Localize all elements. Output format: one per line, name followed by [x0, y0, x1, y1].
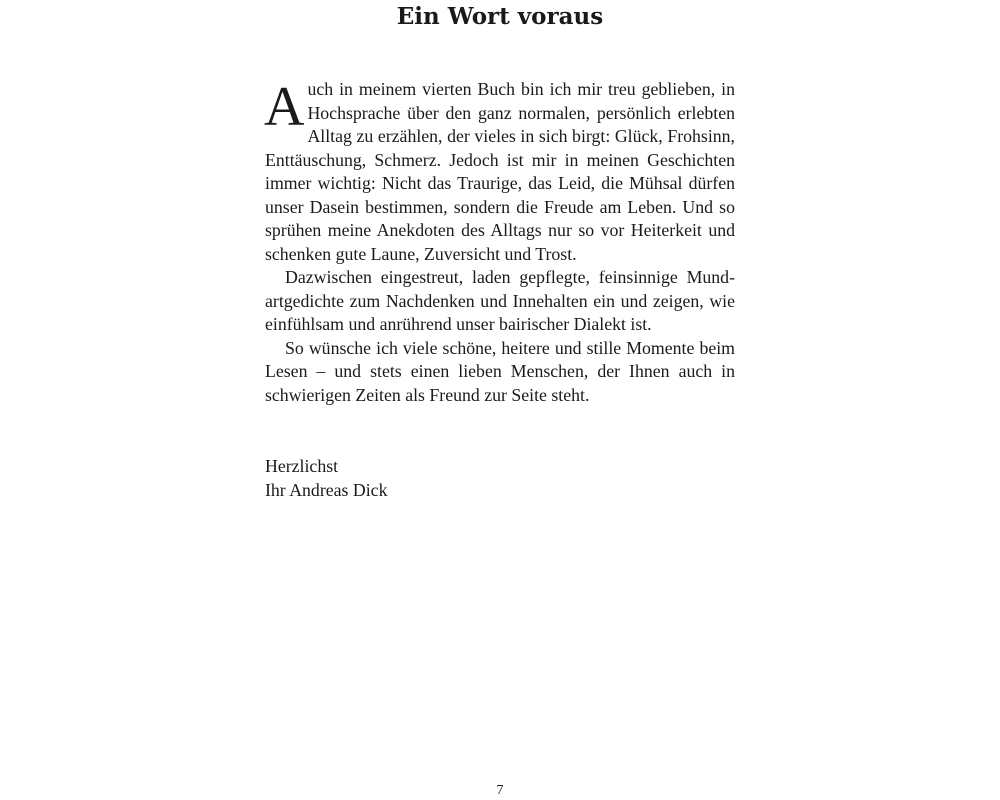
paragraph-1 — [265, 78, 735, 266]
page-title: Ein Wort voraus — [396, 3, 604, 30]
body-text — [265, 78, 735, 407]
paragraph-1-text: uch in meinem vierten Buch bin ich mir treu geblieben, in Hochsprache über den ganz normalen, persönlich erlebten Alltag zu erzählen, der vieles in sich birgt: Glück, Frohsinn, Enttäuschung, Schmerz. Jedoch ist mir in meinen Geschichten immer wichtig: Nicht das Traurige, das Leid, die Mühsal dürfen unser Dasein bestimmen, sondern die Freude am Leben. Und so sprühen meine Anekdoten des Alltags nur so vor Heiterkeit und schenken gute Laune, Zuversicht und Trost. — [265, 79, 735, 264]
paragraph-2: Dazwischen eingestreut, laden gepflegte, feinsinnige Mundartgedichte zum Nachdenken und Innehalten ein und zeigen, wie einfühlsam und anrührend unser bairischer Dialekt ist. — [265, 267, 735, 334]
page-number: 7 — [496, 783, 504, 798]
paragraph-3: So wünsche ich viele schöne, heitere und stille Momente beim Lesen – und stets einen lieben Menschen, der Ihnen auch in schwierigen Zeiten als Freund zur Seite steht. — [265, 337, 735, 405]
signature: Ihr Andreas Dick — [265, 479, 388, 500]
drop-cap: A — [264, 76, 305, 138]
closing-line: Herzlichst — [265, 456, 339, 476]
sign-off — [265, 455, 387, 502]
